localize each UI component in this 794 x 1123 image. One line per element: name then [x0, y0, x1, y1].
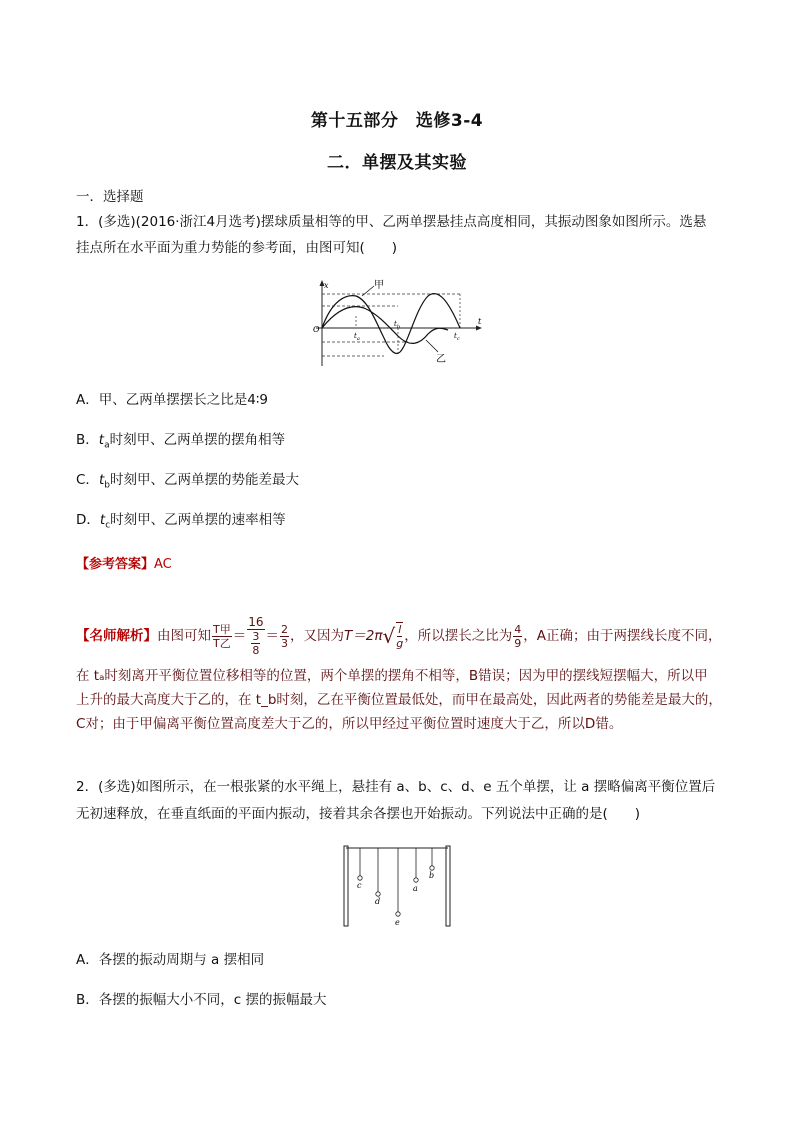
- q1-stem-line2: 挂点所在水平面为重力势能的参考面，由图可知( ): [76, 240, 398, 256]
- tick-tb: $t_b$: [394, 320, 401, 330]
- q1-stem-line1: 1．(多选)(2016·浙江4月选考)摆球质量相等的甲、乙两单摆悬挂点高度相同，其振动图象如图所示。选悬: [76, 214, 707, 230]
- q2-option-a[interactable]: A．各摆的振动周期与 a 摆相同: [76, 952, 265, 968]
- q1-option-d[interactable]: D．$t_c$时刻甲、乙两单摆的速率相等: [76, 512, 286, 531]
- analysis-line1: 【名师解析】 由图可知 $\frac{\text{T甲}}{\text{T乙}}$ ＝ $\frac{16}{\frac{3}{8}}$ ＝ $\frac{2}{3}$ ，又因为 T＝2π √ $\frac{l}{g}$ ，所以摆长之比为 $\frac{4}{9}$ ，A正确；由于两摆线长度不同，: [76, 614, 722, 657]
- q2-pendulum-figure: [340, 842, 454, 932]
- period-formula: T＝2π: [344, 628, 383, 644]
- label-yi: 乙: [436, 354, 446, 365]
- q1-oscillation-graph: [308, 278, 488, 370]
- curve-jia: [322, 294, 460, 354]
- q1-answer: 【参考答案】AC: [76, 557, 172, 572]
- axis-x-label: x: [324, 281, 329, 290]
- tick-ta: $t_a$: [354, 332, 360, 342]
- q2-option-b[interactable]: B．各摆的振幅大小不同，c 摆的振幅最大: [76, 992, 327, 1008]
- length-ratio-fraction: $\frac{4}{9}$: [514, 622, 522, 650]
- pendulum-b-label: b: [429, 871, 435, 880]
- pendulum-e-label: e: [395, 918, 400, 927]
- pendulum-d-label: d: [375, 897, 381, 906]
- curve-yi: [322, 307, 448, 344]
- pendulum-c-label: c: [357, 881, 362, 890]
- label-jia: 甲: [374, 280, 384, 291]
- analysis-line4: C对；由于甲偏离平衡位置高度差大于乙的，所以甲经过平衡位置时速度大于乙，所以D错。: [76, 716, 623, 732]
- compound-fraction: $\frac{16}{\frac{3}{8}}$: [248, 614, 264, 657]
- q2-stem-line2: 无初速释放，在垂直纸面的平面内振动，接着其余各摆也开始振动。下列说法中正确的是( ): [76, 806, 641, 822]
- q2-stem-line1: 2．(多选)如图所示，在一根张紧的水平绳上，悬挂有 a、b、c、d、e 五个单摆，让 a 摆略偏离平衡位置后: [76, 779, 716, 795]
- section-label: 一．选择题: [76, 189, 144, 205]
- axis-t-label: t: [478, 317, 482, 326]
- origin-label: O: [313, 325, 320, 334]
- tick-tc: $t_c$: [454, 332, 460, 342]
- analysis-line3: 上升的最大高度大于乙的，在 t_b时刻，乙在平衡位置最低处，而甲在最高处，因此两者的势能差是最大的，: [76, 692, 722, 708]
- q1-option-b[interactable]: B．$t_a$时刻甲、乙两单摆的摆角相等: [76, 432, 286, 451]
- analysis-line2: 在 tₐ时刻离开平衡位置位移相等的位置，两个单摆的摆角不相等，B错误；因为甲的摆线短摆幅大，所以甲: [76, 668, 708, 684]
- q1-analysis: [76, 608, 736, 736]
- result-fraction: $\frac{2}{3}$: [281, 622, 289, 650]
- q1-option-a[interactable]: A．甲、乙两单摆摆长之比是4∶9: [76, 392, 268, 408]
- ratio-fraction: $\frac{\text{T甲}}{\text{T乙}}$: [213, 622, 231, 650]
- q1-option-c[interactable]: C．$t_b$时刻甲、乙两单摆的势能差最大: [76, 472, 299, 491]
- part-title: 第十五部分 选修3-4: [310, 111, 484, 131]
- section-title: 二．单摆及其实验: [327, 153, 467, 173]
- pendulum-a-label: a: [413, 884, 418, 893]
